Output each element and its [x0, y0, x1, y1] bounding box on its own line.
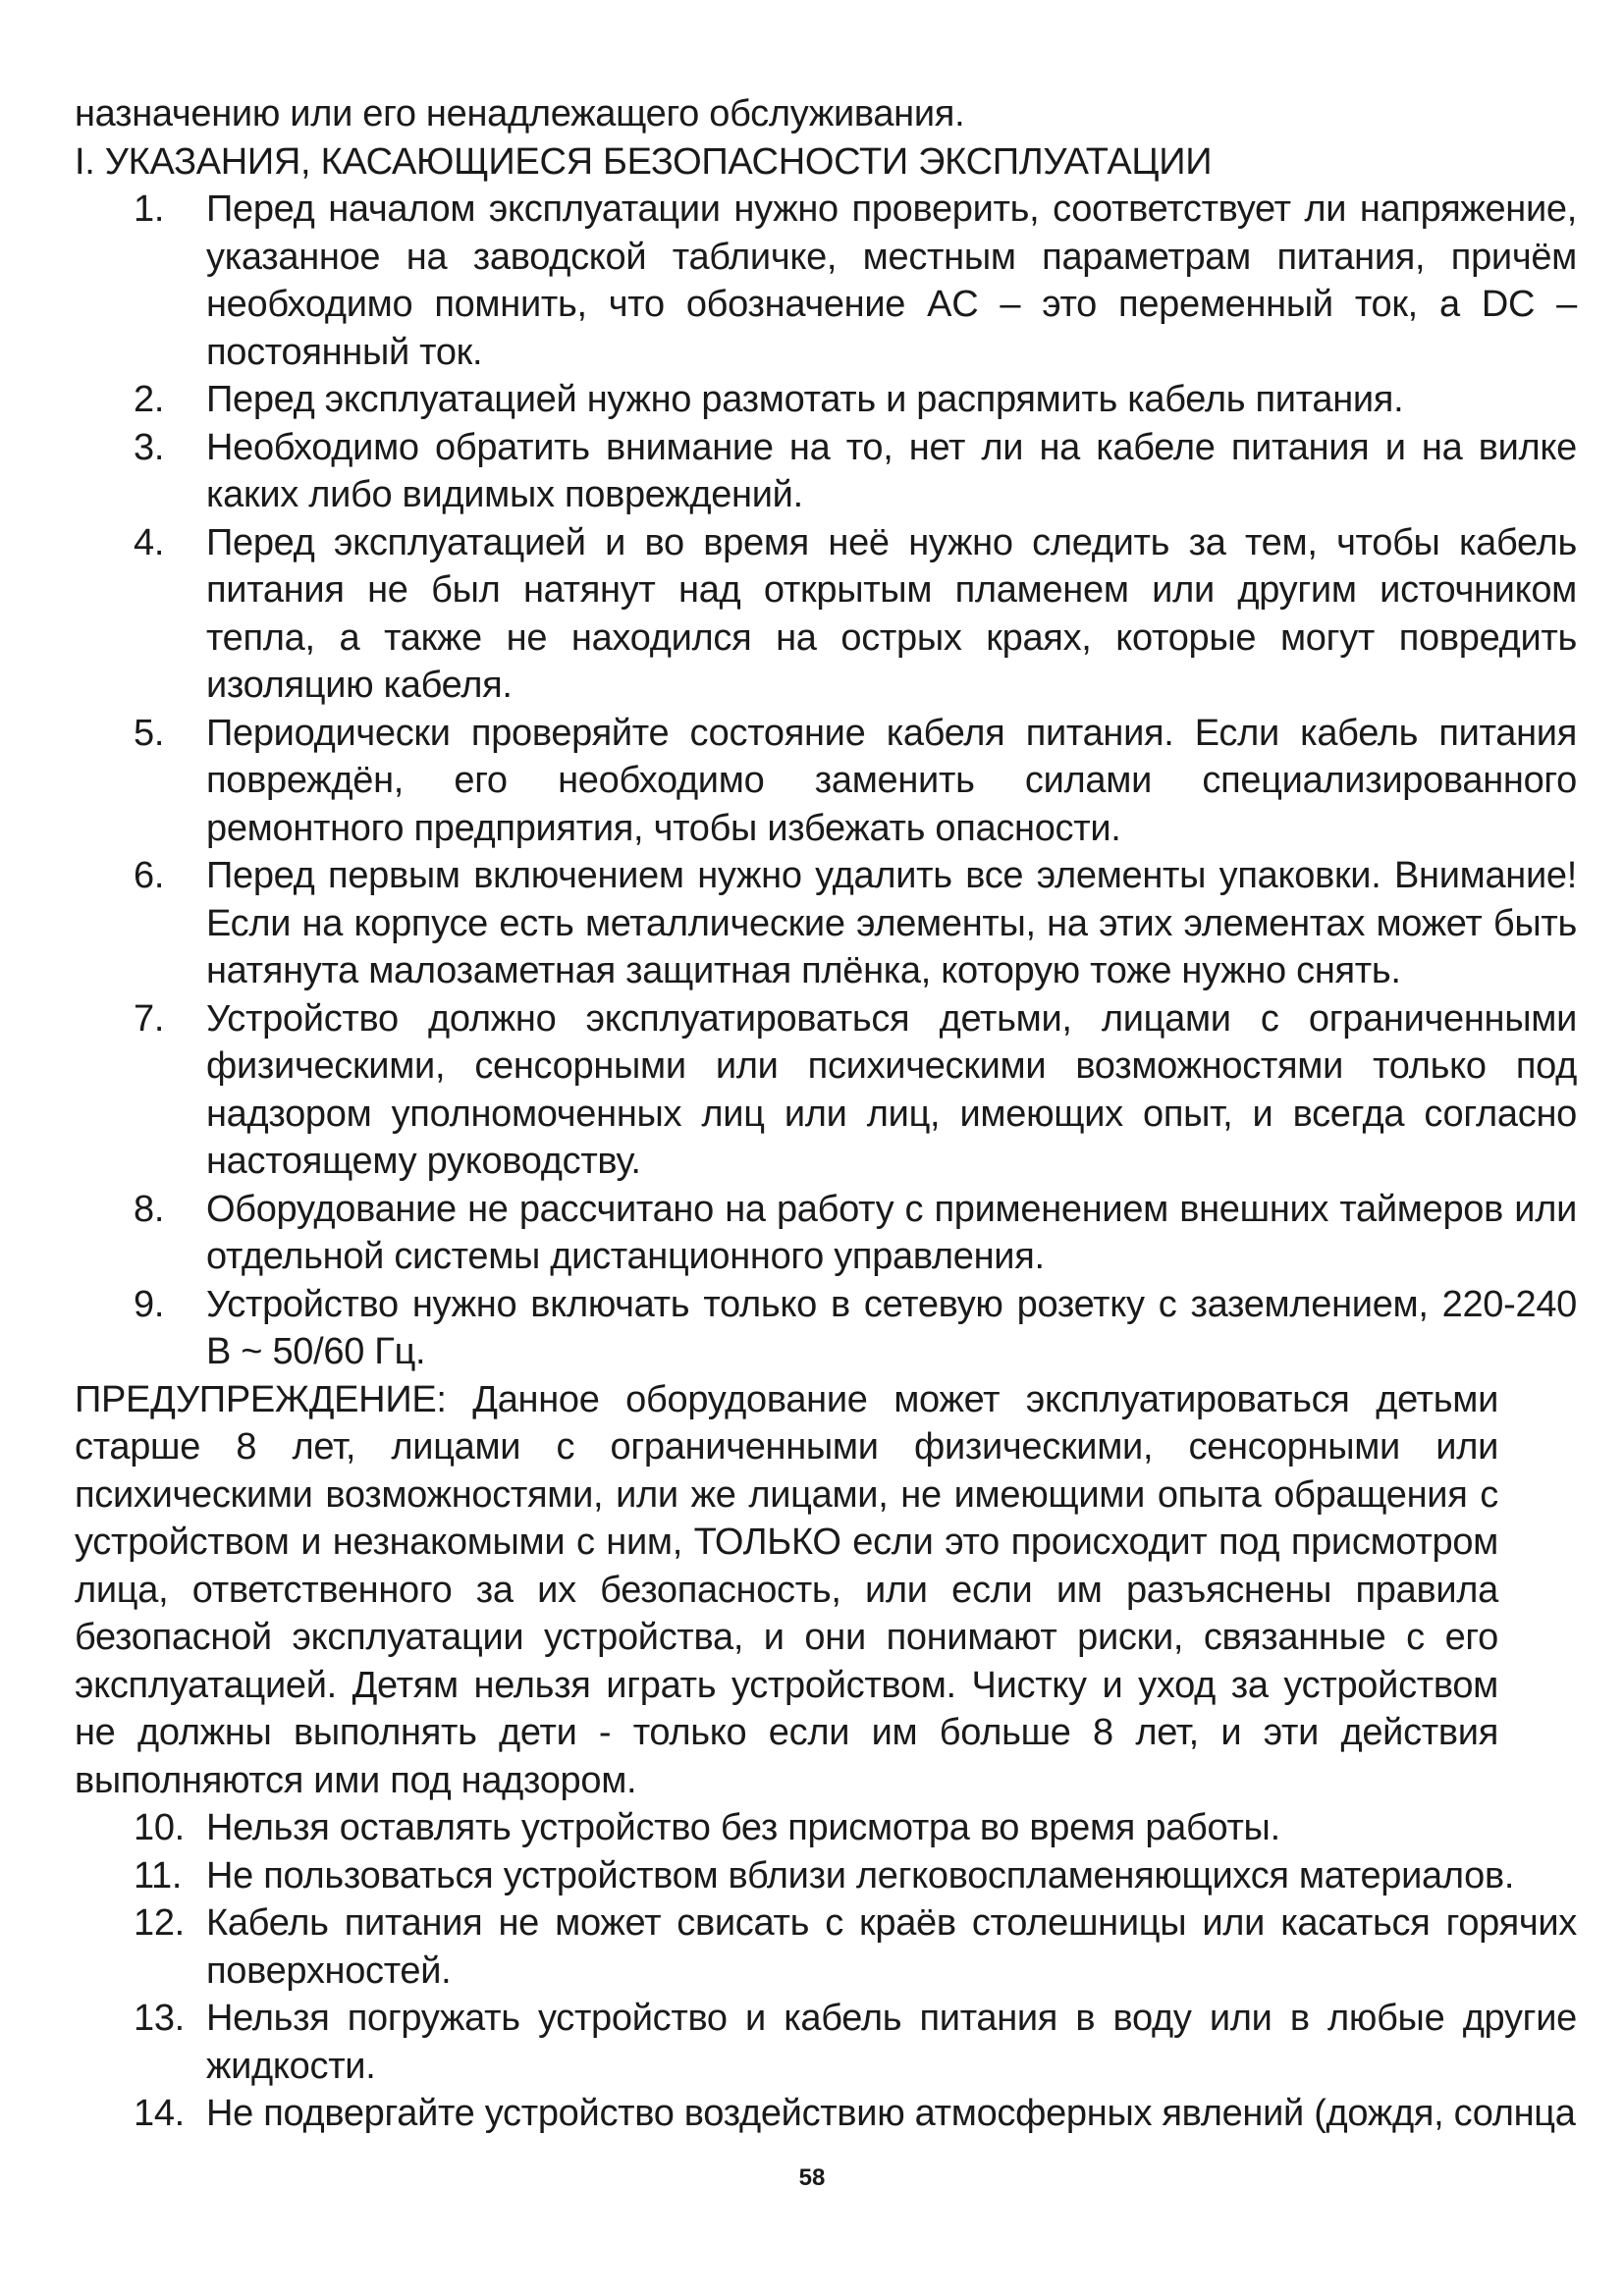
list-item-number: 10. — [134, 1807, 185, 1848]
list-item — [75, 519, 1577, 710]
list-item-text: Кабель питания не может свисать с краёв столешницы или касаться горячих поверхностей. — [206, 1902, 1577, 1992]
list-item — [75, 710, 1577, 853]
list-item-number: 9. — [134, 1283, 165, 1325]
list-item — [75, 1804, 1577, 1852]
list-item — [75, 1186, 1577, 1281]
list-item-text: Не подвергайте устройство воздействию атмосферных явлений (дождя, солнца — [206, 2093, 1576, 2134]
list-item-text: Перед эксплуатацией нужно размотать и распрямить кабель питания. — [206, 379, 1404, 420]
list-item — [75, 1852, 1577, 1900]
list-item-number: 2. — [134, 379, 165, 420]
document-page — [75, 90, 1577, 2138]
list-item-text: Не пользоваться устройством вблизи легковоспламеняющихся материалов. — [206, 1854, 1515, 1896]
list-item-number: 1. — [134, 188, 165, 230]
list-item-text: Нельзя оставлять устройство без присмотра во время работы. — [206, 1807, 1280, 1848]
list-item — [75, 1899, 1577, 1995]
list-item-text: Перед началом эксплуатации нужно проверить, соответствует ли напряжение, указанное на заводской табличке, местным параметрам питания, причём необходимо помнить, что обозначение AC – это переменный ток, а DC – постоянный ток. — [206, 188, 1577, 373]
list-item — [75, 852, 1577, 995]
list-item — [75, 186, 1577, 376]
list-item-text: Перед первым включением нужно удалить все элементы упаковки. Внимание! Если на корпусе есть металлические элементы, на этих элементах может быть натянута малозаметная защитная плёнка, которую тоже нужно снять. — [206, 855, 1577, 991]
list-item — [75, 1281, 1577, 1376]
list-item-text: Устройство нужно включать только в сетевую розетку с заземлением, 220-240 В ~ 50/60 Гц. — [206, 1283, 1577, 1372]
intro-line: назначению или его ненадлежащего обслуживания. — [75, 93, 965, 134]
list-item-text: Периодически проверяйте состояние кабеля питания. Если кабель питания повреждён, его необходимо заменить силами специализированного ремонтного предприятия, чтобы избежать опасности. — [206, 712, 1577, 849]
list-item-text: Перед эксплуатацией и во время неё нужно следить за тем, чтобы кабель питания не был натянут над открытым пламенем или другим источником тепла, а также не находился на острых краях, которые могут повредить изоляцию кабеля. — [206, 521, 1577, 706]
list-item-number: 3. — [134, 426, 165, 468]
list-item-number: 4. — [134, 521, 165, 563]
list-item — [75, 2090, 1577, 2138]
list-item-text: Нельзя погружать устройство и кабель питания в воду или в любые другие жидкости. — [206, 1998, 1577, 2087]
warning-paragraph: ПРЕДУПРЕЖДЕНИЕ: Данное оборудование может эксплуатироваться детьми старше 8 лет, лицами с ограниченными физическими, сенсорными или психическими возможностями, или же лицами, не имеющими опыта обращения с устройством и незнакомыми с ним, ТОЛЬКО если это происходит под присмотром лица, ответственного за их безопасность, или если им разъяснены правила безопасной эксплуатации устройства, и они понимают риски, связанные с его эксплуатацией. Детям нельзя играть устройством. Чистку и уход за устройством не должны выполнять дети - только если им больше 8 лет, и эти действия выполняются ими под надзором. — [75, 1378, 1498, 1801]
list-item-number: 14. — [134, 2093, 185, 2134]
list-item — [75, 1995, 1577, 2090]
list-item-text: Необходимо обратить внимание на то, нет ли на кабеле питания и на вилке каких либо видимых повреждений. — [206, 426, 1577, 515]
list-item-number: 12. — [134, 1902, 185, 1944]
list-item-number: 5. — [134, 712, 165, 754]
list-item — [75, 376, 1577, 424]
list-item-number: 6. — [134, 855, 165, 896]
list-item-number: 7. — [134, 997, 165, 1040]
list-item-number: 11. — [134, 1854, 183, 1896]
safety-list-a — [75, 186, 1577, 1376]
list-item — [75, 995, 1577, 1186]
page-number: 58 — [798, 2164, 826, 2191]
list-item-text: Оборудование не рассчитано на работу с применением внешних таймеров или отдельной системы дистанционного управления. — [206, 1188, 1577, 1277]
safety-list-b — [75, 1804, 1577, 2138]
list-item-number: 8. — [134, 1188, 165, 1230]
section-heading: I. УКАЗАНИЯ, КАСАЮЩИЕСЯ БЕЗОПАСНОСТИ ЭКСПЛУАТАЦИИ — [75, 140, 1213, 183]
list-item — [75, 424, 1577, 519]
list-item-number: 13. — [134, 1998, 185, 2039]
list-item-text: Устройство должно эксплуатироваться детьми, лицами с ограниченными физическими, сенсорными или психическими возможностями только под надзором уполномоченных лиц или лиц, имеющих опыт, и всегда согласно настоящему руководству. — [206, 997, 1577, 1182]
